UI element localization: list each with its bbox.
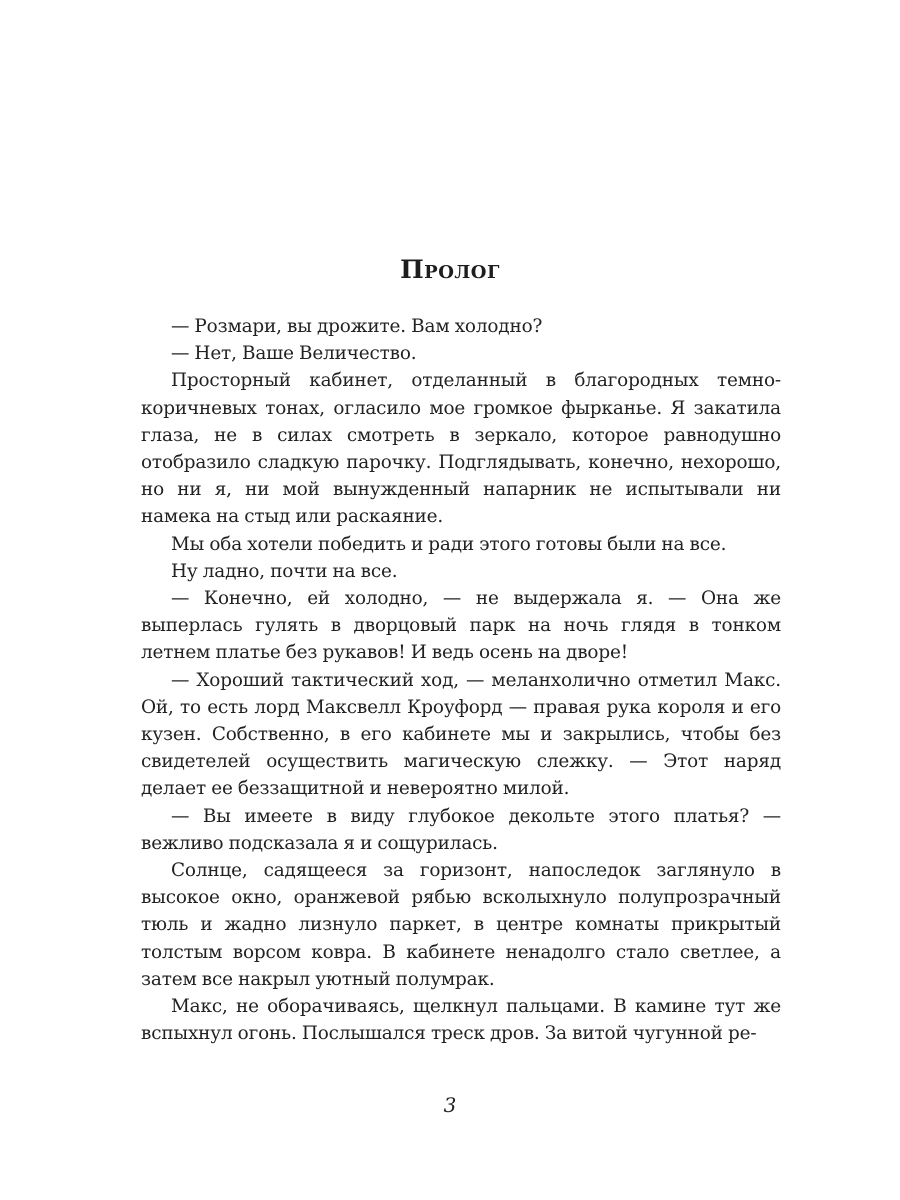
chapter-title: Пролог	[400, 255, 500, 284]
paragraph: — Розмари, вы дрожите. Вам холодно?	[171, 316, 543, 337]
paragraph: — Хороший тактический ход, — меланхолично отметил Макс. Ой, то есть лорд Максвелл Кроуфорд — правая рука короля и его кузен. Собственно, в его кабинете мы и закрылись, чтобы без свидетелей осуществить магическую слежку. — Этот наряд делает ее беззащитной и невероятно милой.	[141, 669, 781, 800]
paragraph: Макс, не оборачиваясь, щелкнул пальцами. В камине тут же вспыхнул огонь. Послышался треск дров. За витой чугунной ре-	[141, 996, 781, 1045]
paragraph: — Нет, Ваше Величество.	[171, 343, 417, 365]
page-number: 3	[443, 1093, 457, 1117]
body-text	[141, 313, 781, 1047]
paragraph: — Вы имеете в виду глубокое декольте этого платья? — вежливо подсказала я и сощурилась.	[141, 805, 781, 854]
paragraph: Мы оба хотели победить и ради этого готовы были на все.	[171, 533, 727, 555]
paragraph: Солнце, садящееся за горизонт, напоследок заглянуло в высокое окно, оранжевой рябью всколыхнуло полупрозрачный тюль и жадно лизнуло паркет, в центре комнаты прикрытый толстым ворсом ковра. В кабинете ненадолго стало светлее, а затем все накрыл уютный полумрак.	[141, 860, 781, 990]
paragraph: Ну ладно, почти на все.	[171, 560, 398, 582]
paragraph: — Конечно, ей холодно, — не выдержала я. — Она же выперлась гулять в дворцовый парк на ночь глядя в тонком летнем платье без рукавов! И ведь осень на дворе!	[141, 588, 781, 664]
paragraph: Просторный кабинет, отделанный в благородных темно-коричневых тонах, огласило мое громкое фырканье. Я закатила глаза, не в силах смотреть в зеркало, которое равнодушно отобразило сладкую парочку. Подглядывать, конечно, нехорошо, но ни я, ни мой вынужденный напарник не испытывали ни намека на стыд или раскаяние.	[141, 370, 781, 528]
